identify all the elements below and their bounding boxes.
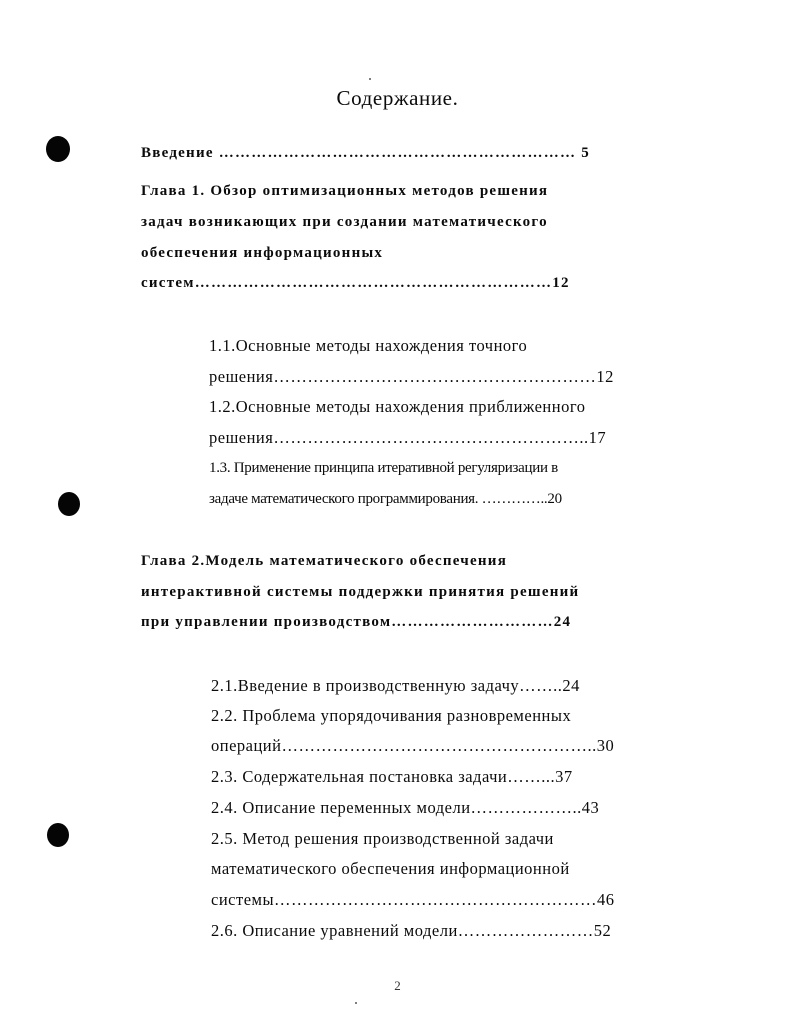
toc-item-2-5-line3: системы…………………………………………………46 — [211, 890, 615, 909]
chapter2-heading-line3: при управлении производством…………………………24 — [141, 614, 572, 630]
toc-item-1-3-line1: 1.3. Применение принципа итеративной регуляризации в — [209, 460, 558, 476]
toc-item-2-6: 2.6. Описание уравнений модели……………………52 — [211, 921, 612, 940]
page-number: 2 — [394, 978, 401, 993]
scan-speck — [355, 1002, 357, 1004]
chapter1-heading-line4: систем…………………………………………………………12 — [141, 275, 570, 291]
toc-item-1-1-line2: решения…………………………………………………12 — [209, 367, 614, 386]
binder-hole-bottom — [47, 823, 69, 847]
chapter1-heading-line3: обеспечения информационных — [141, 245, 384, 261]
chapter1-heading-line1: Глава 1. Обзор оптимизационных методов решения — [141, 183, 549, 199]
toc-item-2-4: 2.4. Описание переменных модели………………..43 — [211, 798, 600, 817]
binder-hole-middle — [58, 492, 80, 516]
binder-hole-top — [46, 136, 70, 162]
toc-item-1-2-line1: 1.2.Основные методы нахождения приближенного — [209, 397, 586, 416]
toc-item-1-3-line2: задаче математического программирования. …………..20 — [209, 491, 562, 507]
toc-item-2-2-line1: 2.2. Проблема упорядочивания разновременных — [211, 706, 572, 725]
chapter2-heading-line1: Глава 2.Модель математического обеспечения — [141, 553, 508, 569]
scan-speck — [369, 78, 371, 80]
toc-item-2-5-line2: математического обеспечения информационной — [211, 859, 570, 878]
toc-item-2-3: 2.3. Содержательная постановка задачи……...37 — [211, 767, 573, 786]
toc-introduction: Введение ………………………………………………………… 5 — [141, 145, 591, 161]
toc-item-2-5-line1: 2.5. Метод решения производственной задачи — [211, 829, 554, 848]
toc-item-2-2-line2: операций………………………………………………..30 — [211, 736, 615, 755]
page-title: Содержание. — [336, 86, 459, 110]
toc-item-1-1-line1: 1.1.Основные методы нахождения точного — [209, 336, 528, 355]
chapter2-heading-line2: интерактивной системы поддержки принятия решений — [141, 584, 580, 600]
toc-item-1-2-line2: решения………………………………………………..17 — [209, 428, 607, 447]
chapter1-heading-line2: задач возникающих при создании математического — [141, 214, 548, 230]
toc-item-2-1: 2.1.Введение в производственную задачу……..24 — [211, 676, 580, 695]
